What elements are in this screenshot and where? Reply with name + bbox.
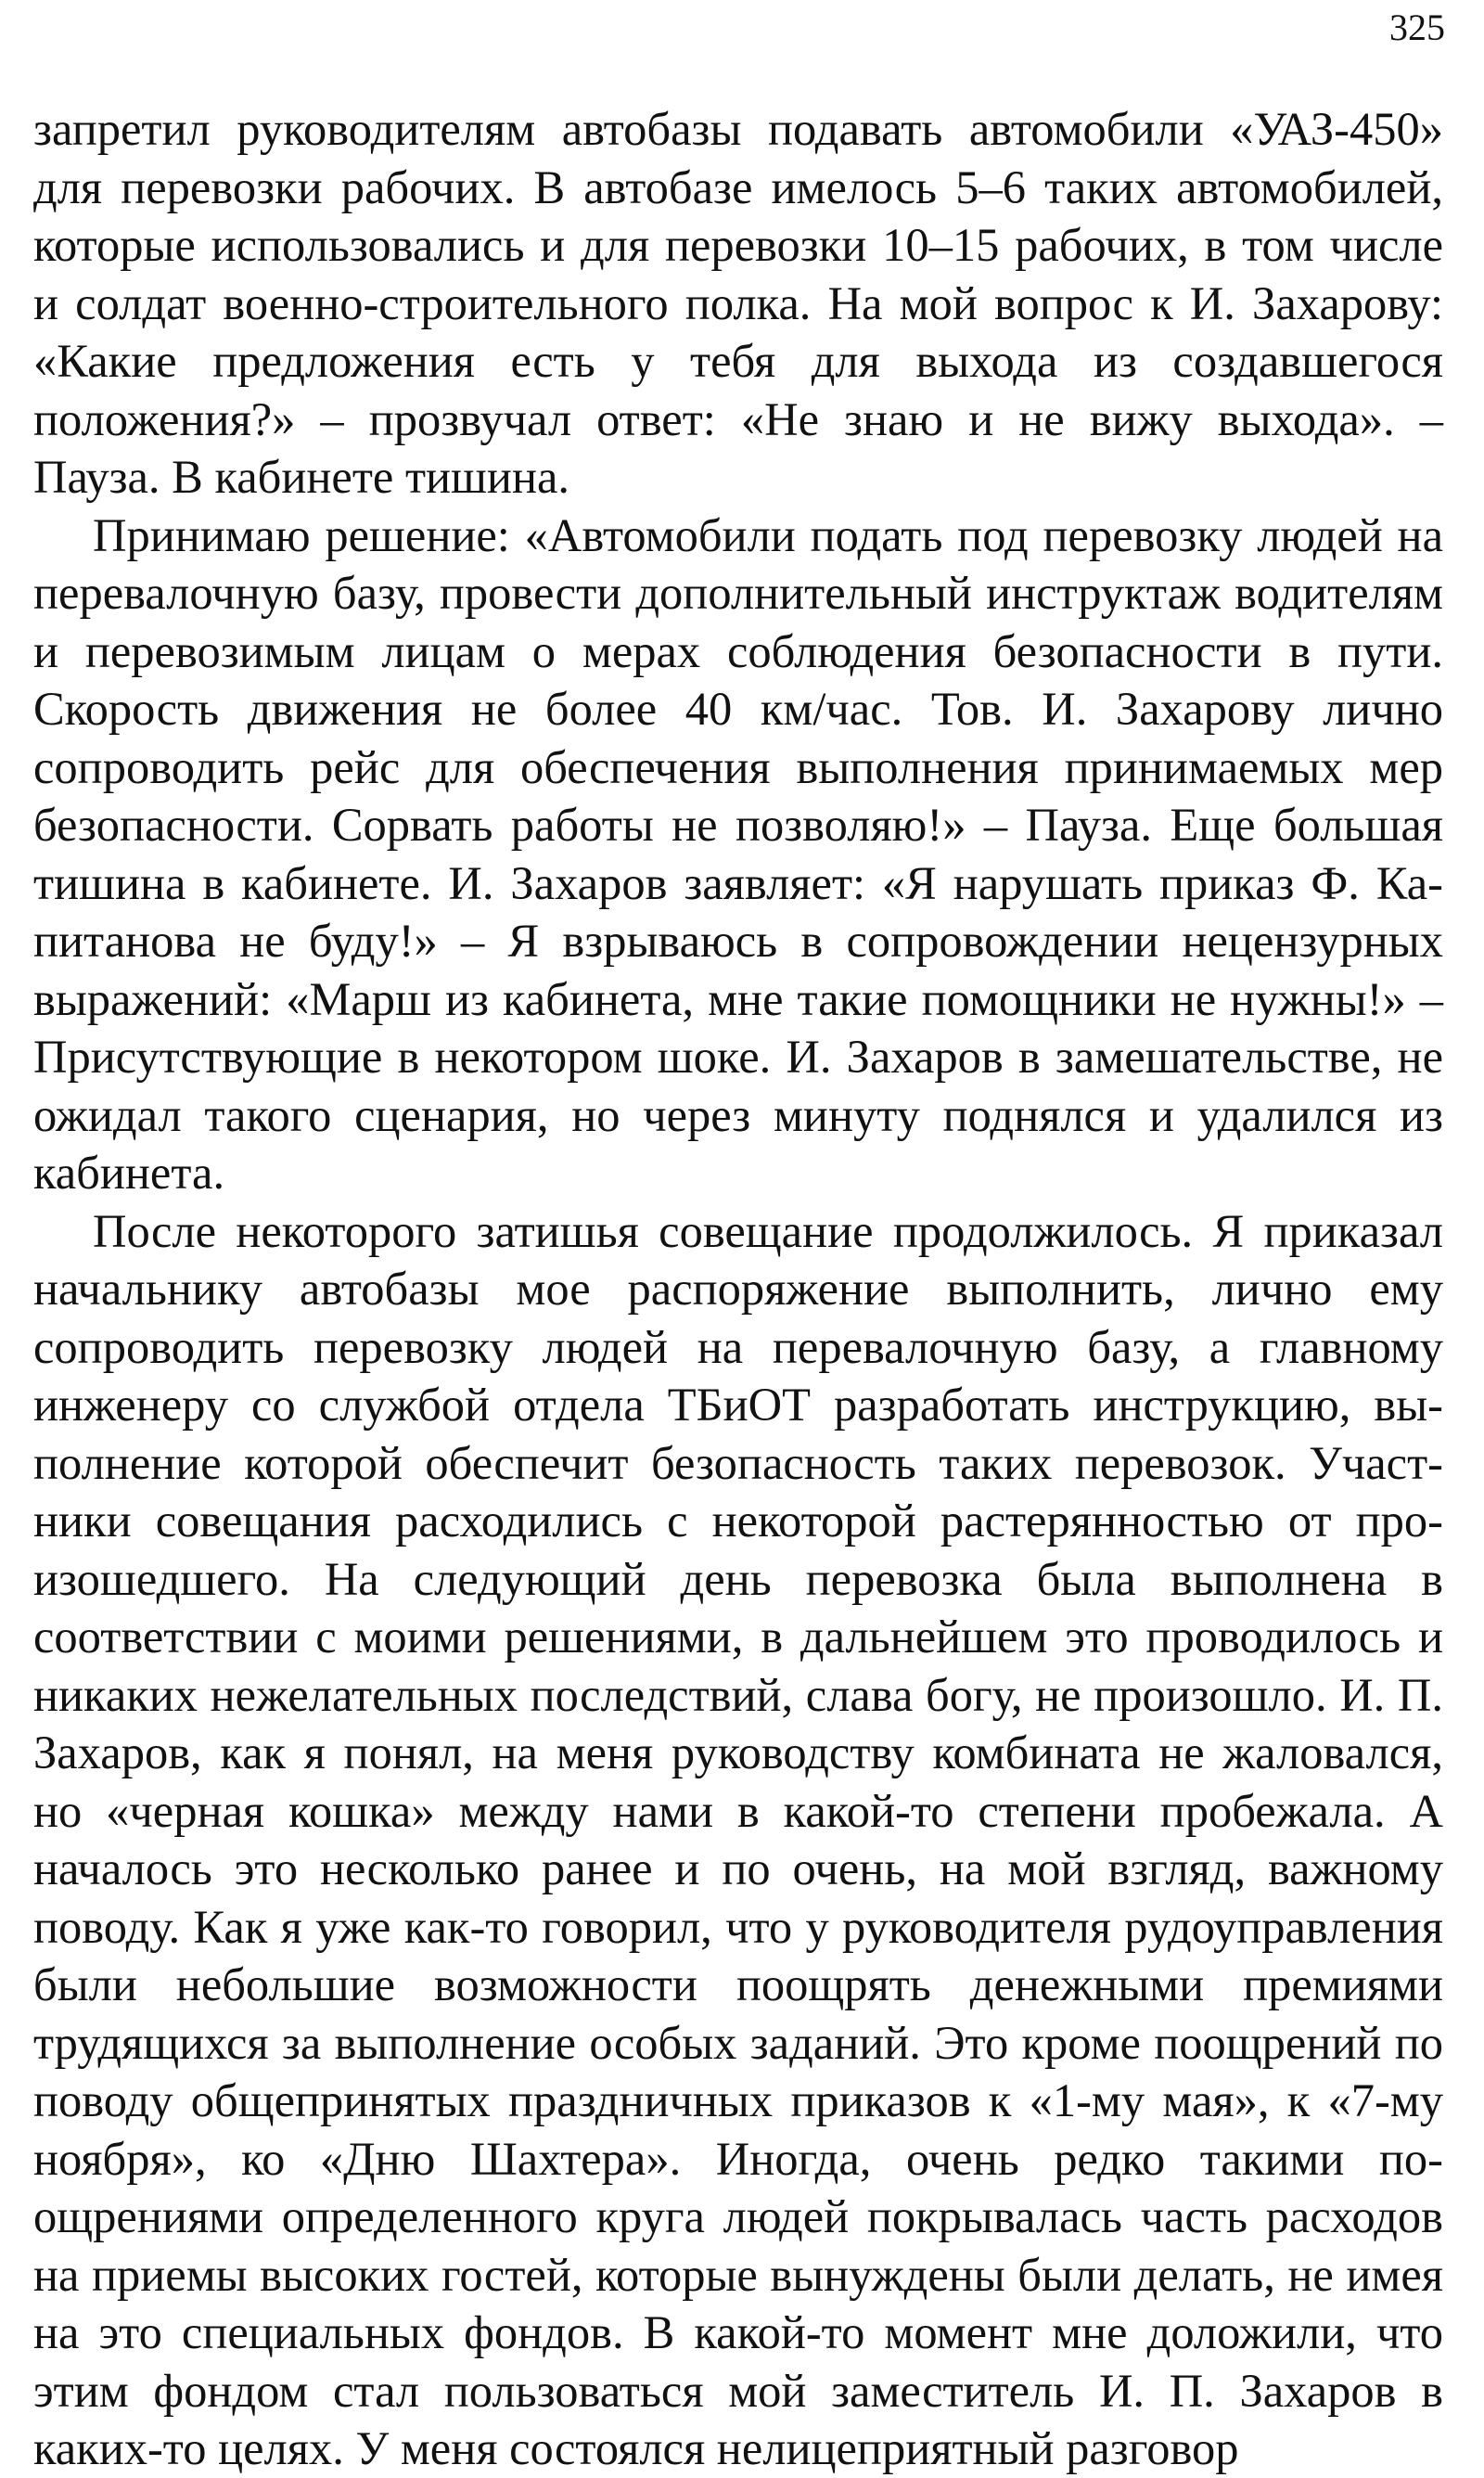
- paragraph-meeting: После некоторого затишья совещание продолжилось. Я приказал начальнику автобазы мое распоряжение выполнить, лично ему сопроводить перевозку людей на перевалочную базу, а главному инженеру со службой отдела ТБиОТ разработать инструкцию, выполнение которой обеспечит безопасность таких перевозок. Участники совещания расходились с некоторой растерянностью от произошедшего. На следующий день перевозка была выполнена в соответствии с моими решениями, в дальнейшем это проводилось и никаких нежелательных последствий, слава богу, не произошло. И. П. Захаров, как я понял, на меня руководству комбината не жаловался, но «черная кошка» между нами в какой-то степени пробежала. А началось это несколько ранее и по очень, на мой взгляд, важному поводу. Как я уже как-то говорил, что у руководителя рудоуправления были небольшие возможности поощрять денежными премиями трудящихся за выполнение особых заданий. Это кроме поощрений по поводу общепринятых праздничных приказов к «1-му мая», к «7-му ноября», ко «Дню Шахтера». Иногда, очень редко такими поощрениями определенного круга людей покрывалась часть расходов на приемы высоких гостей, которые вынуждены были делать, не имея на это специальных фондов. В какой-то момент мне доложили, что этим фондом стал пользоваться мой заместитель И. П. Захаров в каких-то целях. У меня состоялся нелицеприятный разговор: [33, 1204, 1443, 2474]
- paragraph-continued: запретил руководителям автобазы подавать автомобили «УАЗ-450» для перевозки рабочих. В автобазе имелось 5–6 таких автомобилей, которые использовались и для перевозки 10–15 рабочих, в том числе и солдат военно-строительного полка. На мой вопрос к И. Захарову: «Какие предложения есть у тебя для выхода из создавшегося положения?» – прозвучал ответ: «Не знаю и не вижу выхода». – Пауза. В кабинете тишина.: [33, 103, 1443, 503]
- page-number: 325: [1389, 6, 1445, 48]
- body-text: [33, 100, 1443, 2478]
- paragraph-decision: Принимаю решение: «Автомобили подать под перевозку людей на перевалочную базу, провести дополнительный инструктаж водителям и перевозимым лицам о мерах соблюдения безопасности в пути. Скорость движения не более 40 км/час. Тов. И. Захарову лично сопроводить рейс для обеспечения выполнения принимаемых мер безопасности. Сорвать работы не позволяю!» – Пауза. Еще большая тишина в кабинете. И. Захаров заявляет: «Я нарушать приказ Ф. Капитанова не буду!» – Я взрываюсь в сопровождении нецензурных выражений: «Марш из кабинета, мне такие помощники не нужны!» – Присутствующие в некотором шоке. И. Захаров в замешательстве, не ожидал такого сценария, но через минуту поднялся и удалился из кабинета.: [33, 508, 1443, 1199]
